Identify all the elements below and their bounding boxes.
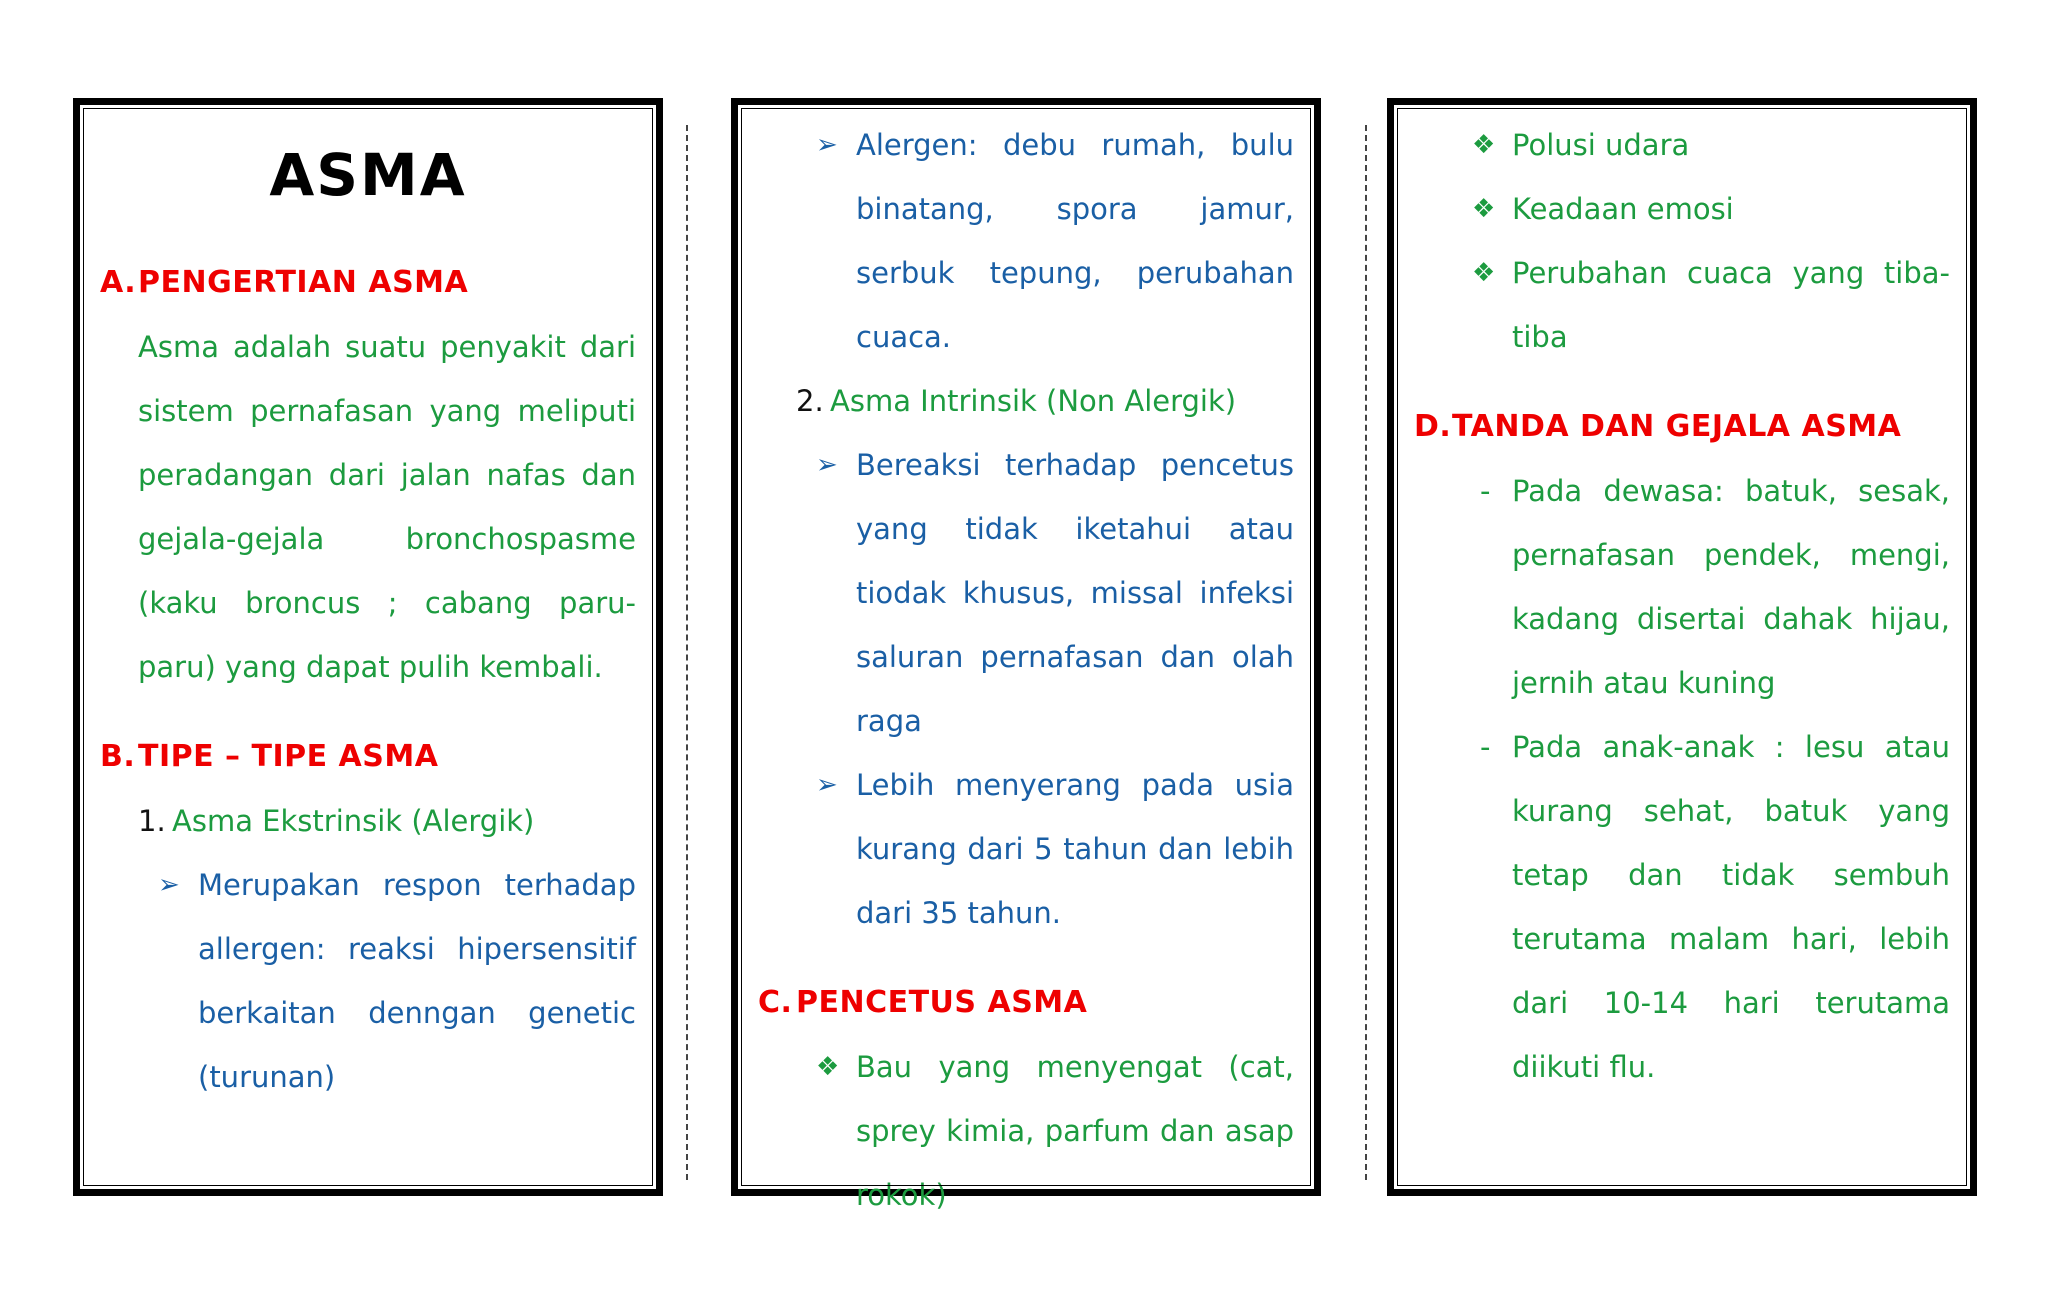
item-text: Bau yang menyengat (cat, sprey kimia, parfum dan asap rokok) bbox=[856, 1050, 1294, 1212]
section-d-heading bbox=[1414, 395, 1950, 459]
arrow-bullet-icon: ➢ bbox=[816, 770, 838, 800]
arrow-bullet-icon: ➢ bbox=[816, 450, 838, 480]
diamond-bullet-icon: ❖ bbox=[1472, 258, 1496, 288]
section-b-heading bbox=[100, 725, 636, 789]
item-text: Lebih menyerang pada usia kurang dari 5 tahun dan lebih dari 35 tahun. bbox=[856, 768, 1294, 930]
section-b-label: B. bbox=[100, 739, 136, 774]
item-text: Bereaksi terhadap pencetus yang tidak iketahui atau tiodak khusus, missal infeksi saluran pernafasan dan olah raga bbox=[856, 448, 1294, 738]
list-item bbox=[1414, 459, 1950, 715]
dash-bullet: - bbox=[1480, 474, 1491, 508]
arrow-bullet-icon: ➢ bbox=[816, 130, 838, 160]
item-text: Pada anak-anak : lesu atau kurang sehat, batuk yang tetap dan tidak sembuh terutama malam hari, lebih dari 10-14 hari terutama diikuti flu. bbox=[1512, 730, 1950, 1084]
item-text: Asma Intrinsik (Non Alergik) bbox=[830, 384, 1237, 418]
section-a-title: PENGERTIAN ASMA bbox=[138, 265, 469, 300]
list-item bbox=[758, 369, 1294, 433]
section-b-title: TIPE – TIPE ASMA bbox=[138, 739, 439, 774]
list-item bbox=[100, 789, 636, 853]
list-item bbox=[100, 853, 636, 1109]
list-item bbox=[1414, 715, 1950, 1099]
fold-line-right bbox=[1365, 125, 1367, 1180]
arrow-bullet-icon: ➢ bbox=[158, 870, 180, 900]
list-item bbox=[758, 433, 1294, 753]
list-item bbox=[758, 113, 1294, 369]
brochure-title: ASMA bbox=[269, 141, 467, 209]
list-item bbox=[1414, 177, 1950, 241]
section-d-label: D. bbox=[1414, 409, 1452, 444]
item-text: Pada dewasa: batuk, sesak, pernafasan pendek, mengi, kadang disertai dahak hijau, jernih atau kuning bbox=[1512, 474, 1950, 700]
list-item bbox=[1414, 113, 1950, 177]
section-c-heading bbox=[758, 971, 1294, 1035]
fold-line-left bbox=[686, 125, 688, 1180]
item-number: 2. bbox=[796, 384, 824, 418]
diamond-bullet-icon: ❖ bbox=[1472, 130, 1496, 160]
item-text: Asma Ekstrinsik (Alergik) bbox=[172, 804, 535, 838]
item-text: Perubahan cuaca yang tiba-tiba bbox=[1512, 256, 1950, 354]
item-text: Merupakan respon terhadap allergen: reaksi hipersensitif berkaitan denngan genetic (turunan) bbox=[198, 868, 636, 1094]
section-d-title: TANDA DAN GEJALA ASMA bbox=[1452, 409, 1902, 444]
section-a-heading bbox=[100, 251, 636, 315]
list-item bbox=[758, 753, 1294, 945]
brochure-panel-3 bbox=[1387, 98, 1977, 1196]
list-item bbox=[758, 1035, 1294, 1227]
diamond-bullet-icon: ❖ bbox=[1472, 194, 1496, 224]
brochure-panel-2 bbox=[731, 98, 1321, 1212]
list-item bbox=[1414, 241, 1950, 369]
item-text: Alergen: debu rumah, bulu binatang, spora jamur, serbuk tepung, perubahan cuaca. bbox=[856, 128, 1294, 354]
definition-paragraph: Asma adalah suatu penyakit dari sistem pernafasan yang meliputi peradangan dari jalan nafas dan gejala-gejala bronchospasme (kaku broncus ; cabang paru-paru) yang dapat pulih kembali. bbox=[138, 330, 636, 684]
item-text: Polusi udara bbox=[1512, 128, 1690, 162]
dash-bullet: - bbox=[1480, 730, 1491, 764]
diamond-bullet-icon: ❖ bbox=[816, 1052, 840, 1082]
section-a-label: A. bbox=[100, 265, 137, 300]
brochure-panel-1 bbox=[73, 98, 663, 1196]
section-c-title: PENCETUS ASMA bbox=[796, 985, 1088, 1020]
section-c-label: C. bbox=[758, 985, 793, 1020]
item-text: Keadaan emosi bbox=[1512, 192, 1734, 226]
item-number: 1. bbox=[138, 804, 166, 838]
